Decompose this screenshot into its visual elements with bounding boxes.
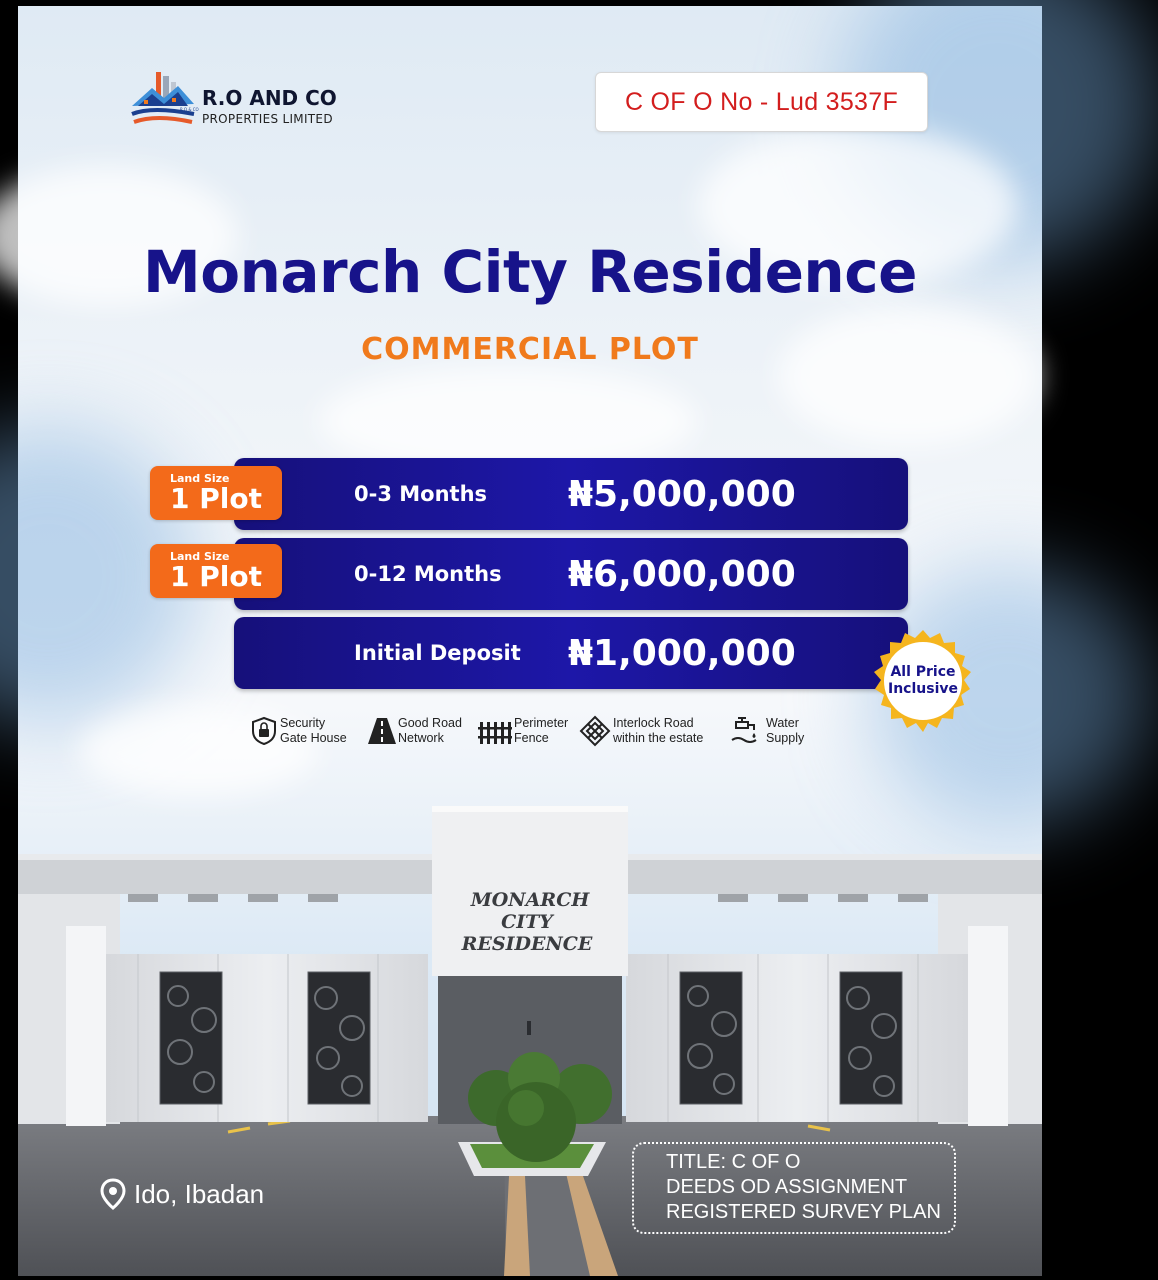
land-size-badge (150, 544, 282, 598)
seal-line-1: All Price (890, 664, 956, 680)
map-pin-icon (100, 1178, 126, 1210)
title-doc-line: TITLE: C OF O (666, 1151, 801, 1173)
certificate-number: C OF O No - Lud 3537F (595, 72, 928, 132)
water-tap-icon (730, 716, 758, 746)
badge-value: 1 Plot (170, 560, 262, 593)
price-row-12-months (234, 538, 908, 610)
poster (18, 6, 1042, 1276)
feature-line-1: Good Road (398, 716, 462, 730)
title-doc-line: REGISTERED SURVEY PLAN (666, 1201, 941, 1223)
gate-sign-line-1: MONARCH (470, 889, 590, 911)
logo-mark-icon (130, 70, 199, 136)
gate-sign-line-3: RESIDENCE (461, 933, 593, 955)
shield-lock-icon (250, 716, 278, 746)
seal-line-2: Inclusive (888, 681, 958, 697)
interlock-icon (580, 716, 610, 746)
location (100, 1174, 264, 1214)
feature-line-1: Water (766, 716, 799, 730)
road-icon (368, 716, 396, 746)
brand-subtitle: PROPERTIES LIMITED (202, 112, 333, 126)
feature-line-2: Network (398, 731, 444, 745)
price-value: ₦5,000,000 (568, 474, 796, 515)
price-value: ₦1,000,000 (568, 633, 796, 674)
price-row-3-months (234, 458, 908, 530)
gate-sign-line-2: CITY (501, 911, 553, 933)
price-term: 0-3 Months (354, 482, 488, 506)
brand-logo (130, 70, 360, 136)
logo-mark-text: R.O & CO (180, 107, 199, 112)
feature-line-2: Supply (766, 731, 805, 745)
feature-line-1: Perimeter (514, 716, 569, 730)
title-doc-line: DEEDS OD ASSIGNMENT (666, 1176, 908, 1198)
badge-value: 1 Plot (170, 482, 262, 515)
fence-icon (478, 716, 512, 746)
cloud (778, 306, 1038, 446)
feature-line-1: Security (280, 716, 326, 730)
price-value: ₦6,000,000 (568, 554, 796, 595)
location-text: Ido, Ibadan (134, 1178, 265, 1209)
title-documents (632, 1142, 956, 1234)
price-row-initial-deposit (234, 617, 908, 689)
feature-line-2: Gate House (280, 731, 347, 745)
subheadline: COMMERCIAL PLOT (361, 332, 699, 367)
feature-line-2: within the estate (613, 731, 704, 745)
headline: Monarch City Residence (143, 238, 917, 306)
badge-label: Land Size (170, 472, 230, 485)
price-term: Initial Deposit (354, 641, 521, 665)
feature-line-1: Interlock Road (613, 716, 694, 730)
price-term: 0-12 Months (354, 562, 502, 586)
seal-text (864, 664, 982, 698)
feature-line-2: Fence (514, 731, 549, 745)
land-size-badge (150, 466, 282, 520)
brand-name: R.O AND CO (202, 86, 337, 110)
badge-label: Land Size (170, 550, 230, 563)
